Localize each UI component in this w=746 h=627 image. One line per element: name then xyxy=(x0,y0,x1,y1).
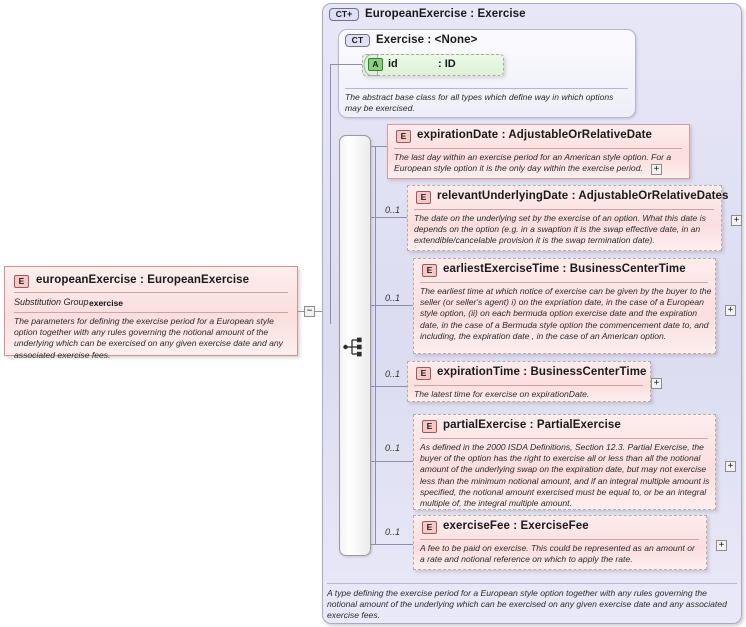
connector-toggle-to-ct xyxy=(315,311,322,312)
element-icon: E xyxy=(416,367,431,380)
global-element-divider-1 xyxy=(14,292,288,293)
element-name: expirationDate xyxy=(417,129,499,141)
expand-toggle-expirationTime[interactable]: + xyxy=(651,378,662,389)
attribute-type xyxy=(438,58,456,70)
element-annotation-expirationDate: The last day within an exercise period for an American style option. For a European style option it is the only day within the exercise period. xyxy=(394,152,672,174)
element-type: ExerciseFee xyxy=(520,520,589,532)
element-divider xyxy=(420,438,708,439)
element-title-expirationDate xyxy=(417,129,652,141)
cardinality-partialExercise: 0..1 xyxy=(385,443,401,453)
attribute-connector-vertical xyxy=(330,64,331,324)
particle-connector-1 xyxy=(371,146,387,147)
element-divider xyxy=(420,539,699,540)
element-separator: : xyxy=(562,263,567,275)
global-element-name: europeanExercise xyxy=(36,274,137,286)
element-annotation-relevantUnderlyingDate: The date on the underlying set by the exercise of an option. What this date is depends on the option (e.g. in a swaption it is the swap effective date, in an extendible/cancelable provision it is the swap termination date). xyxy=(414,213,706,246)
element-icon: E xyxy=(14,275,29,288)
attribute-box[interactable] xyxy=(362,54,504,76)
complextype-expand-icon[interactable] xyxy=(329,8,359,21)
particle-connector-6 xyxy=(371,544,413,545)
substitution-group-label: Substitution Group xyxy=(14,297,89,307)
complextype-base: Exercise xyxy=(477,8,526,20)
attribute-type-text: ID xyxy=(444,58,456,70)
cardinality-earliestExerciseTime: 0..1 xyxy=(385,293,401,303)
global-element-divider-2 xyxy=(14,312,288,313)
element-name: earliestExerciseTime xyxy=(443,263,560,275)
collapse-toggle[interactable]: − xyxy=(304,306,315,317)
element-name: expirationTime xyxy=(437,366,520,378)
cardinality-exerciseFee: 0..1 xyxy=(385,527,401,537)
element-title-relevantUnderlyingDate xyxy=(437,190,729,202)
element-icon: E xyxy=(422,264,437,277)
element-separator: : xyxy=(571,190,576,202)
plus-glyph: + xyxy=(347,9,353,19)
element-type: AdjustableOrRelativeDates xyxy=(578,190,729,202)
element-divider xyxy=(420,282,708,283)
element-separator: : xyxy=(501,129,506,141)
complextype-separator: : xyxy=(470,8,475,20)
particle-connector-4 xyxy=(371,386,407,387)
element-title-partialExercise xyxy=(443,419,621,431)
element-type: BusinessCenterTime xyxy=(569,263,686,275)
complextype-title xyxy=(365,8,526,20)
element-icon: E xyxy=(396,130,411,143)
cardinality-expirationTime: 0..1 xyxy=(385,369,401,379)
element-annotation-partialExercise: As defined in the 2000 ISDA Definitions, Section 12.3. Partial Exercise, the buyer of the option has the right to exercise all or less than all the notional amount of the underlying swap on the expiration date, but may not exercise less than the minimum notional amount, and if an integral multiple amount is specified, the notional amount exercised must be equal to, or be an integral multiple of, the integral multiple amount. xyxy=(420,442,710,509)
element-divider xyxy=(414,209,714,210)
element-separator: : xyxy=(523,366,528,378)
attribute-icon: A xyxy=(368,58,383,71)
complextype-name: EuropeanExercise xyxy=(365,8,467,20)
element-separator: : xyxy=(513,520,518,532)
particle-connector-5 xyxy=(371,461,413,462)
complextype-badge-text: CT xyxy=(335,9,348,19)
element-separator: : xyxy=(529,419,534,431)
global-element-annotation: The parameters for defining the exercise period for a European style option together with any rules governing the notional amount of the underlying which can be exercised on any given exercise date and any associated exercise fees. xyxy=(14,316,283,360)
element-icon: E xyxy=(422,521,437,534)
complextype-annotation-divider xyxy=(327,583,737,584)
attribute-separator: : xyxy=(438,58,442,70)
element-icon: E xyxy=(422,420,437,433)
element-type: BusinessCenterTime xyxy=(530,366,647,378)
expand-toggle-relevantUnderlyingDate[interactable]: + xyxy=(731,215,742,226)
element-divider xyxy=(394,148,682,149)
complextype-annotation: A type defining the exercise period for a European style option together with any rules governing the notional amount of the underlying which can be exercised on any given exercise date and any associated exercise fees. xyxy=(327,588,727,621)
element-name: exerciseFee xyxy=(443,520,510,532)
element-name: partialExercise xyxy=(443,419,527,431)
attribute-name: id xyxy=(388,58,398,70)
basetype-name: Exercise xyxy=(376,34,425,46)
basetype-annotation-divider xyxy=(345,88,628,89)
element-type: AdjustableOrRelativeDate xyxy=(508,129,653,141)
basetype-annotation: The abstract base class for all types which define way in which options may be exercised. xyxy=(345,92,614,114)
element-type: PartialExercise xyxy=(536,419,621,431)
global-element-type: EuropeanExercise xyxy=(147,274,250,286)
sequence-spine xyxy=(375,146,376,544)
particle-connector-3 xyxy=(371,305,413,306)
basetype-base: <None> xyxy=(434,34,478,46)
basetype-separator: : xyxy=(427,34,432,46)
element-annotation-expirationTime: The latest time for exercise on expirationDate. xyxy=(414,389,590,399)
element-divider xyxy=(414,385,643,386)
element-title-exerciseFee xyxy=(443,520,589,532)
element-annotation-exerciseFee: A fee to be paid on exercise. This could be represented as an amount or a rate and notional reference on which to apply the rate. xyxy=(420,543,695,565)
basetype-title xyxy=(376,34,477,46)
global-element-title xyxy=(36,274,249,286)
element-name: relevantUnderlyingDate xyxy=(437,190,569,202)
cardinality-relevantUnderlyingDate: 0..1 xyxy=(385,205,401,215)
sequence-compositor-icon xyxy=(343,337,369,357)
complextype-icon: CT xyxy=(345,34,370,47)
element-title-expirationTime xyxy=(437,366,647,378)
expand-toggle-earliestExerciseTime[interactable]: + xyxy=(725,305,736,316)
substitution-group-value: exercise xyxy=(89,298,124,308)
element-title-earliestExerciseTime xyxy=(443,263,686,275)
element-annotation-earliestExerciseTime: The earliest time at which notice of exercise can be given by the buyer to the seller (or seller's agent) i) on the expriation date, in the case of a European style option, (ii) on each bermuda option exercise date and the expiration date, in the case of a Bermuda style option the commencement date to, and including, the expiration date , in the case of an American option. xyxy=(420,286,712,341)
global-element-separator: : xyxy=(139,274,144,286)
element-icon: E xyxy=(416,191,431,204)
particle-connector-2 xyxy=(371,217,407,218)
attribute-connector-horizontal xyxy=(330,64,362,65)
expand-toggle-partialExercise[interactable]: + xyxy=(725,461,736,472)
expand-toggle-expirationDate[interactable]: + xyxy=(651,164,662,175)
expand-toggle-exerciseFee[interactable]: + xyxy=(716,540,727,551)
